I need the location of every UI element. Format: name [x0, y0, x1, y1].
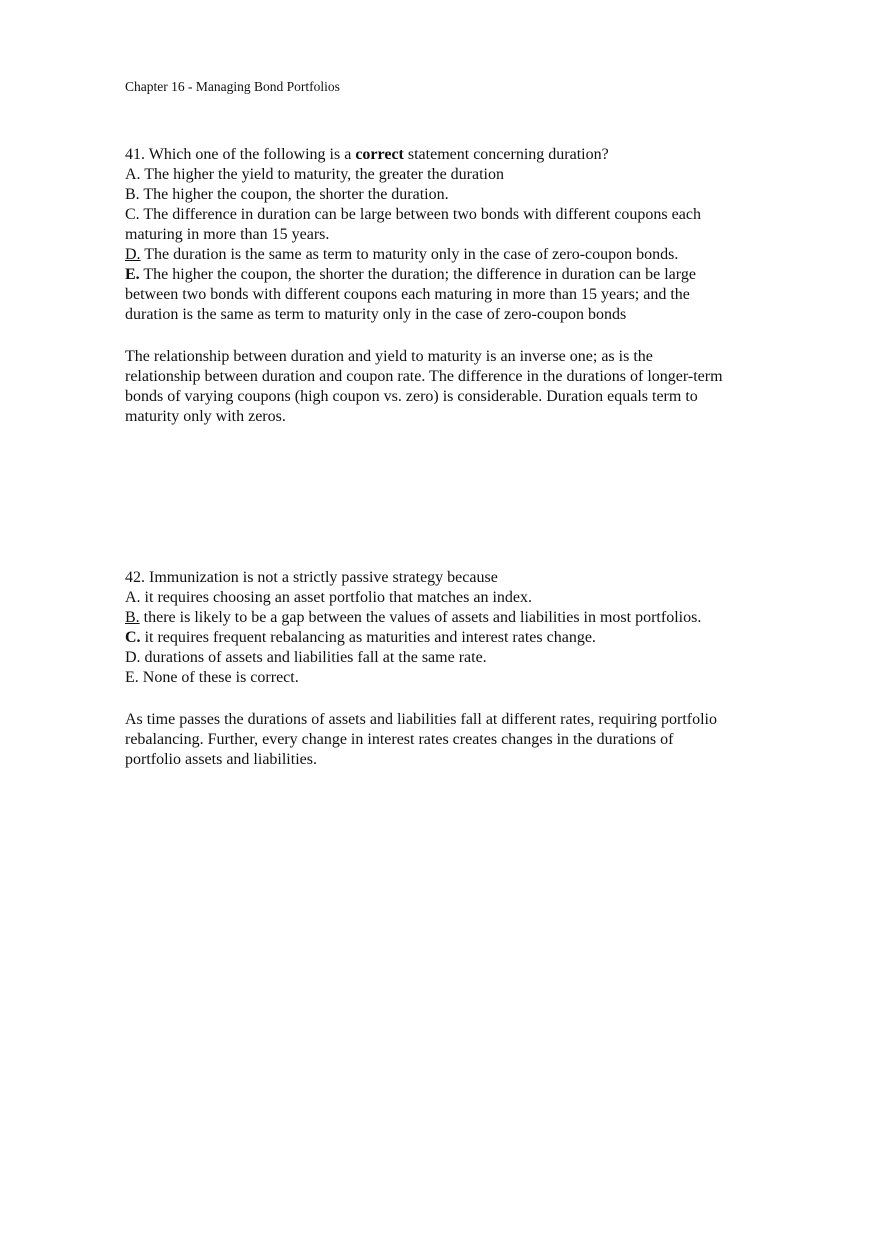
explanation-42-line: portfolio assets and liabilities.: [125, 751, 317, 768]
explanation-41-line: maturity only with zeros.: [125, 408, 286, 425]
option-42-b: B. there is likely to be a gap between the values of assets and liabilities in most portfolios.: [125, 609, 702, 626]
option-41-b: B. The higher the coupon, the shorter the duration.: [125, 186, 449, 203]
option-42-a: A. it requires choosing an asset portfolio that matches an index.: [125, 589, 533, 606]
emphasis-correct: correct: [355, 146, 404, 163]
explanation-41-line: relationship between duration and coupon rate. The difference in the durations of longer-term: [125, 368, 723, 385]
option-41-c-line2: maturing in more than 15 years.: [125, 226, 330, 243]
question-42-stem: 42. Immunization is not a strictly passive strategy because: [125, 569, 498, 586]
option-41-d-letter: D.: [125, 246, 141, 263]
explanation-41-line: bonds of varying coupons (high coupon vs. zero) is considerable. Duration equals term to: [125, 388, 698, 405]
option-42-c-letter: C.: [125, 629, 141, 646]
option-41-e-line2: between two bonds with different coupons each maturing in more than 15 years; and the: [125, 286, 690, 303]
option-41-e-line1: E. The higher the coupon, the shorter the duration; the difference in duration can be large: [125, 266, 696, 283]
option-42-c: C. it requires frequent rebalancing as maturities and interest rates change.: [125, 629, 596, 646]
option-42-e: E. None of these is correct.: [125, 669, 299, 686]
page-header: Chapter 16 - Managing Bond Portfolios: [125, 79, 340, 94]
option-41-e-line3: duration is the same as term to maturity only in the case of zero-coupon bonds: [125, 306, 627, 323]
explanation-42-line: As time passes the durations of assets and liabilities fall at different rates, requiring portfolio: [125, 711, 717, 728]
option-41-c-line1: C. The difference in duration can be large between two bonds with different coupons each: [125, 206, 701, 223]
question-41-stem: 41. Which one of the following is a correct statement concerning duration?: [125, 146, 609, 163]
option-41-d: D. The duration is the same as term to maturity only in the case of zero-coupon bonds.: [125, 246, 679, 263]
explanation-42: [125, 710, 785, 770]
option-41-a: A. The higher the yield to maturity, the greater the duration: [125, 166, 504, 183]
explanation-42-line: rebalancing. Further, every change in interest rates creates changes in the durations of: [125, 731, 674, 748]
option-42-d: D. durations of assets and liabilities fall at the same rate.: [125, 649, 487, 666]
explanation-41-line: The relationship between duration and yield to maturity is an inverse one; as is the: [125, 348, 653, 365]
question-41: [125, 145, 785, 325]
option-41-e-letter: E.: [125, 266, 140, 283]
question-42: [125, 568, 785, 688]
option-42-b-letter: B.: [125, 609, 140, 626]
explanation-41: [125, 347, 785, 427]
